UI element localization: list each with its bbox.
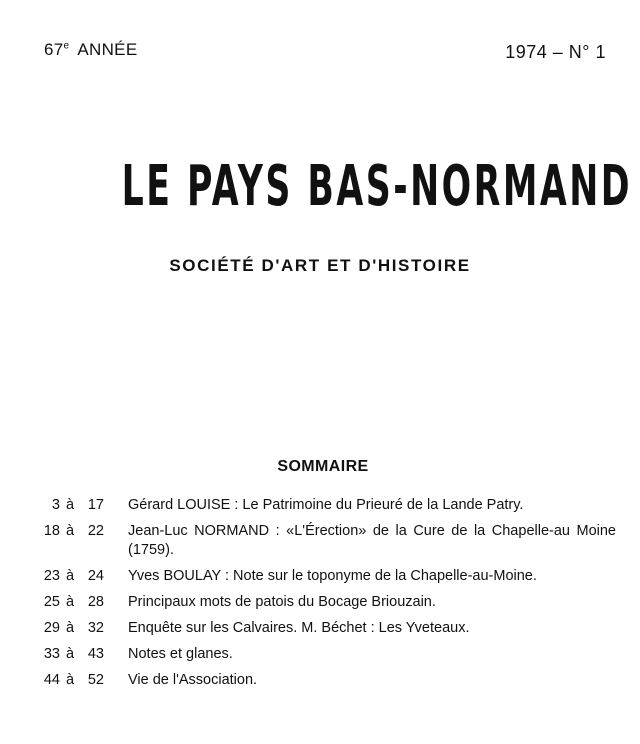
page-range — [36, 522, 104, 541]
page-separator: à — [65, 646, 75, 662]
toc-entry — [36, 671, 616, 690]
page-to: 32 — [87, 620, 104, 636]
journal-title: LE PAYS BAS-NORMAND — [121, 154, 633, 219]
page-separator: à — [65, 594, 75, 610]
entry-text: Principaux mots de patois du Bocage Briouzain. — [128, 594, 436, 610]
page-from: 29 — [43, 620, 60, 636]
entry-text: Yves BOULAY : Note sur le toponyme de la Chapelle-au-Moine. — [128, 568, 537, 584]
page-from: 3 — [51, 497, 60, 513]
page-separator: à — [65, 568, 75, 584]
page-range — [36, 593, 104, 612]
page-to: 43 — [87, 646, 104, 662]
page-from: 25 — [43, 594, 60, 610]
issue-number: 1974 – N° 1 — [505, 42, 606, 62]
entry-text: Vie de l'Association. — [128, 672, 258, 688]
entry-text: Jean-Luc NORMAND : «L'Érection» de la Cure de la Chapelle-au Moine (1759). — [128, 523, 616, 558]
entry-text: Enquête sur les Calvaires. M. Béchet : Les Yveteaux. — [128, 620, 470, 636]
page-to: 28 — [87, 594, 104, 610]
journal-subtitle: SOCIÉTÉ D'ART ET D'HISTOIRE — [169, 256, 471, 275]
entry-text: Gérard LOUISE : Le Patrimoine du Prieuré de la Lande Patry. — [128, 497, 524, 513]
page-range — [36, 567, 104, 586]
page-separator: à — [65, 672, 75, 688]
toc-entry — [36, 593, 616, 612]
toc-entry — [36, 496, 616, 515]
page-to: 17 — [87, 497, 104, 513]
page-from: 18 — [43, 523, 60, 539]
toc-entry — [36, 645, 616, 664]
page-from: 44 — [43, 672, 60, 688]
page-range — [36, 645, 104, 664]
page-range — [36, 671, 104, 690]
page-range — [36, 619, 104, 638]
summary-heading: SOMMAIRE — [277, 458, 369, 475]
toc-entry — [36, 522, 616, 560]
volume-year-label — [44, 40, 137, 60]
page-separator: à — [65, 620, 75, 636]
toc-entry — [36, 619, 616, 638]
volume-number: 67 — [44, 40, 64, 59]
toc-entry — [36, 567, 616, 586]
page-to: 24 — [87, 568, 104, 584]
page-from: 33 — [43, 646, 60, 662]
page-to: 52 — [87, 672, 104, 688]
volume-word: ANNÉE — [77, 40, 138, 59]
page-from: 23 — [43, 568, 60, 584]
page-to: 22 — [87, 523, 104, 539]
table-of-contents — [36, 496, 616, 697]
entry-text: Notes et glanes. — [128, 646, 233, 662]
page-separator: à — [65, 523, 75, 539]
volume-suffix: e — [63, 40, 70, 52]
page-range — [36, 496, 104, 515]
page-separator: à — [65, 497, 75, 513]
